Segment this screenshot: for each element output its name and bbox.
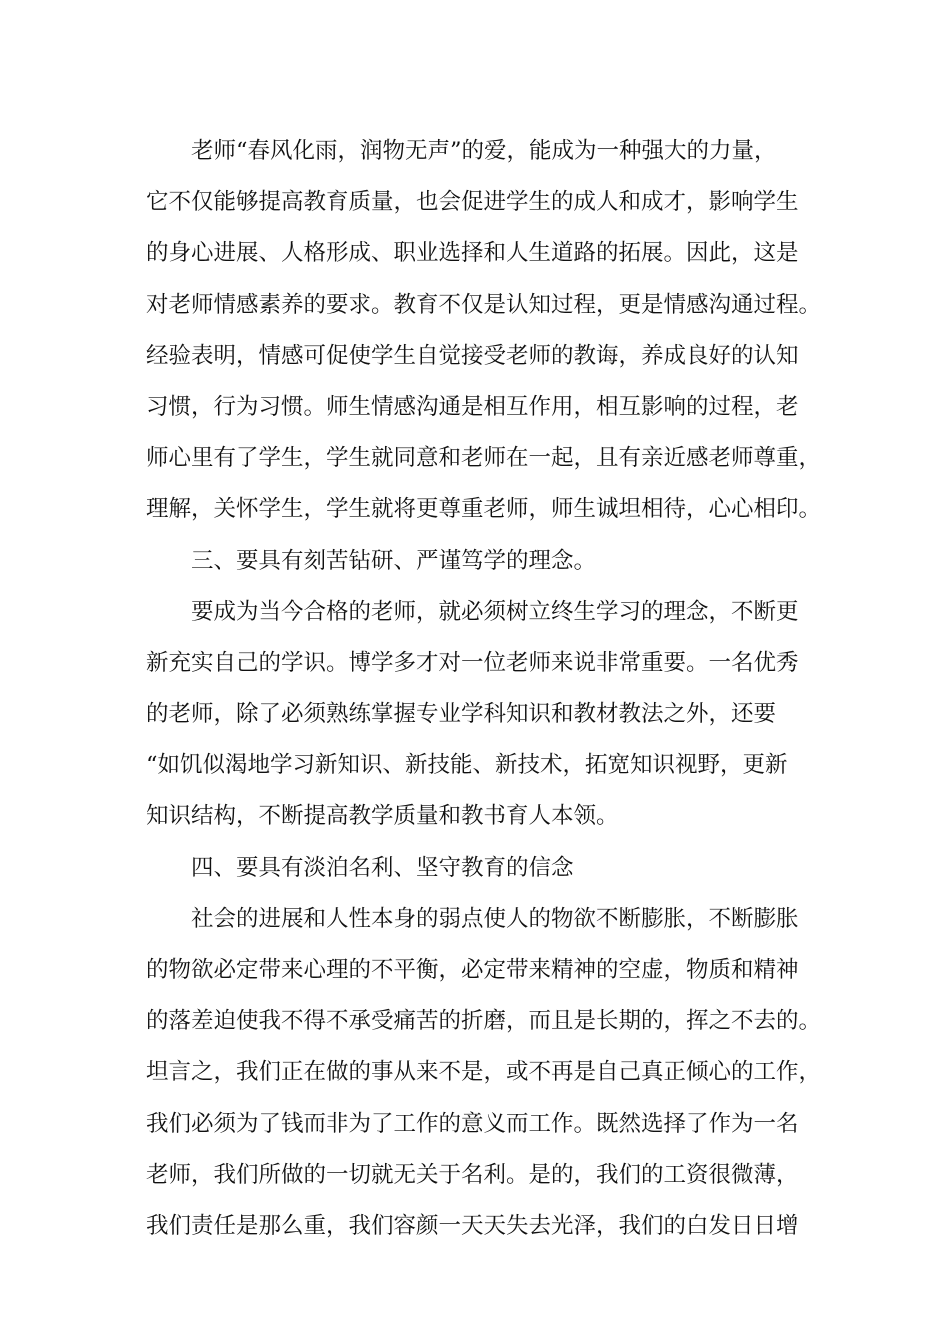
paragraph-line: 要成为当今合格的老师，就必须树立终生学习的理念，不断更: [191, 598, 799, 625]
paragraph-line: 我们责任是那么重，我们容颜一天天失去光泽，我们的白发日日增: [146, 1212, 799, 1239]
paragraph-line: 知识结构，不断提高教学质量和教书育人本领。: [146, 803, 619, 830]
paragraph-line: 坦言之，我们正在做的事从来不是，或不再是自己真正倾心的工作，: [146, 1059, 822, 1086]
paragraph-line: 理解，关怀学生，学生就将更尊重老师，师生诚坦相待，心心相印。: [146, 496, 822, 523]
paragraph-line: 的老师，除了必须熟练掌握专业学科知识和教材教法之外，还要: [146, 701, 777, 728]
paragraph-line: 经验表明，情感可促使学生自觉接受老师的教诲，养成良好的认知: [146, 342, 799, 369]
paragraph-line: 习惯，行为习惯。师生情感沟通是相互作用，相互影响的过程，老: [146, 393, 799, 420]
section-heading-4: 四、要具有淡泊名利、坚守教育的信念: [191, 854, 574, 881]
paragraph-line: 的物欲必定带来心理的不平衡，必定带来精神的空虚，物质和精神: [146, 957, 799, 983]
paragraph-line: 我们必须为了钱而非为了工作的意义而工作。既然选择了作为一名: [146, 1110, 799, 1137]
paragraph-line: 对老师情感素养的要求。教育不仅是认知过程，更是情感沟通过程。: [146, 291, 822, 318]
paragraph-line: 的身心进展、人格形成、职业选择和人生道路的拓展。因此，这是: [146, 240, 799, 267]
paragraph-line: 师心里有了学生，学生就同意和老师在一起，且有亲近感老师尊重，: [146, 445, 822, 472]
paragraph-line: 老师，我们所做的一切就无关于名利。是的，我们的工资很微薄，: [146, 1161, 799, 1188]
section-heading-3: 三、要具有刻苦钻研、严谨笃学的理念。: [191, 547, 597, 574]
paragraph-line: 的落差迫使我不得不承受痛苦的折磨，而且是长期的，挥之不去的。: [146, 1008, 822, 1035]
paragraph-line: 社会的进展和人性本身的弱点使人的物欲不断膨胀，不断膨胀: [191, 905, 799, 932]
paragraph-line: 新充实自己的学识。博学多才对一位老师来说非常重要。一名优秀: [146, 649, 799, 676]
paragraph-line: 它不仅能够提高教育质量，也会促进学生的成人和成才，影响学生: [146, 189, 799, 216]
paragraph-line: 老师“春风化雨，润物无声”的爱，能成为一种强大的力量，: [191, 138, 777, 164]
body-text: [146, 132, 826, 1258]
paragraph-line: “如饥似渴地学习新知识、新技能、新技术，拓宽知识视野，更新: [146, 752, 788, 779]
